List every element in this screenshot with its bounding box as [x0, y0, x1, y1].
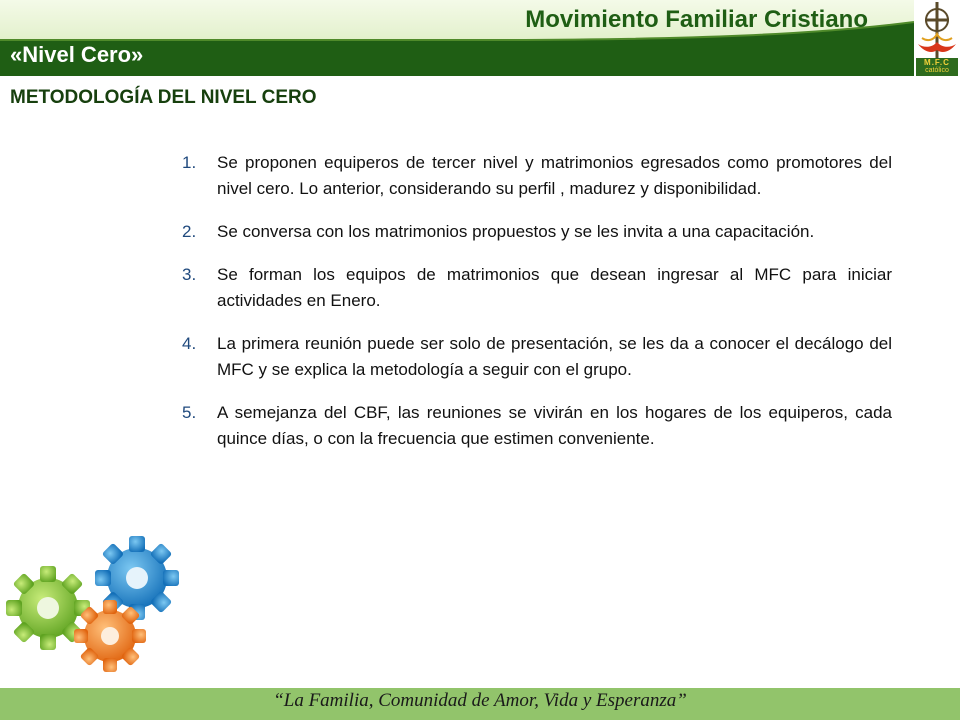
step-item [182, 262, 892, 314]
section-heading: METODOLOGÍA DEL NIVEL CERO [10, 87, 317, 108]
step-text: A semejanza del CBF, las reuniones se vivirán en los hogares de los equiperos, cada quince días, o con la frecuencia que estimen conveniente. [217, 403, 892, 448]
step-number: 1. [182, 153, 197, 172]
mfc-logo-subtitle: católico [925, 67, 949, 74]
mfc-logo-letters: M.F.C [924, 58, 950, 67]
step-item [182, 150, 892, 202]
gears-icon [4, 536, 184, 686]
step-text: Se forman los equipos de matrimonios que desean ingresar al MFC para iniciar actividades en Enero. [217, 265, 892, 310]
slide-title: «Nivel Cero» [10, 42, 144, 67]
step-number: 5. [182, 403, 197, 422]
organization-name: Movimiento Familiar Cristiano [525, 6, 868, 33]
step-item [182, 219, 892, 245]
step-text: La primera reunión puede ser solo de presentación, se les da a conocer el decálogo del MFC y se explica la metodología a seguir con el grupo. [217, 334, 892, 379]
orange-gear [74, 600, 146, 672]
step-number: 3. [182, 265, 197, 284]
slide-header [0, 0, 960, 76]
step-text: Se conversa con los matrimonios propuestos y se les invita a una capacitación. [217, 222, 815, 241]
step-text: Se proponen equiperos de tercer nivel y matrimonios egresados como promotores del nivel cero. Lo anterior, considerando su perfil , madurez y disponibilidad. [217, 153, 892, 198]
step-number: 4. [182, 334, 197, 353]
step-item [182, 400, 892, 452]
methodology-steps [182, 150, 892, 469]
step-number: 2. [182, 222, 197, 241]
footer-motto: “La Familia, Comunidad de Amor, Vida y Esperanza” [273, 690, 687, 711]
mfc-logo [914, 0, 960, 76]
step-item [182, 331, 892, 383]
